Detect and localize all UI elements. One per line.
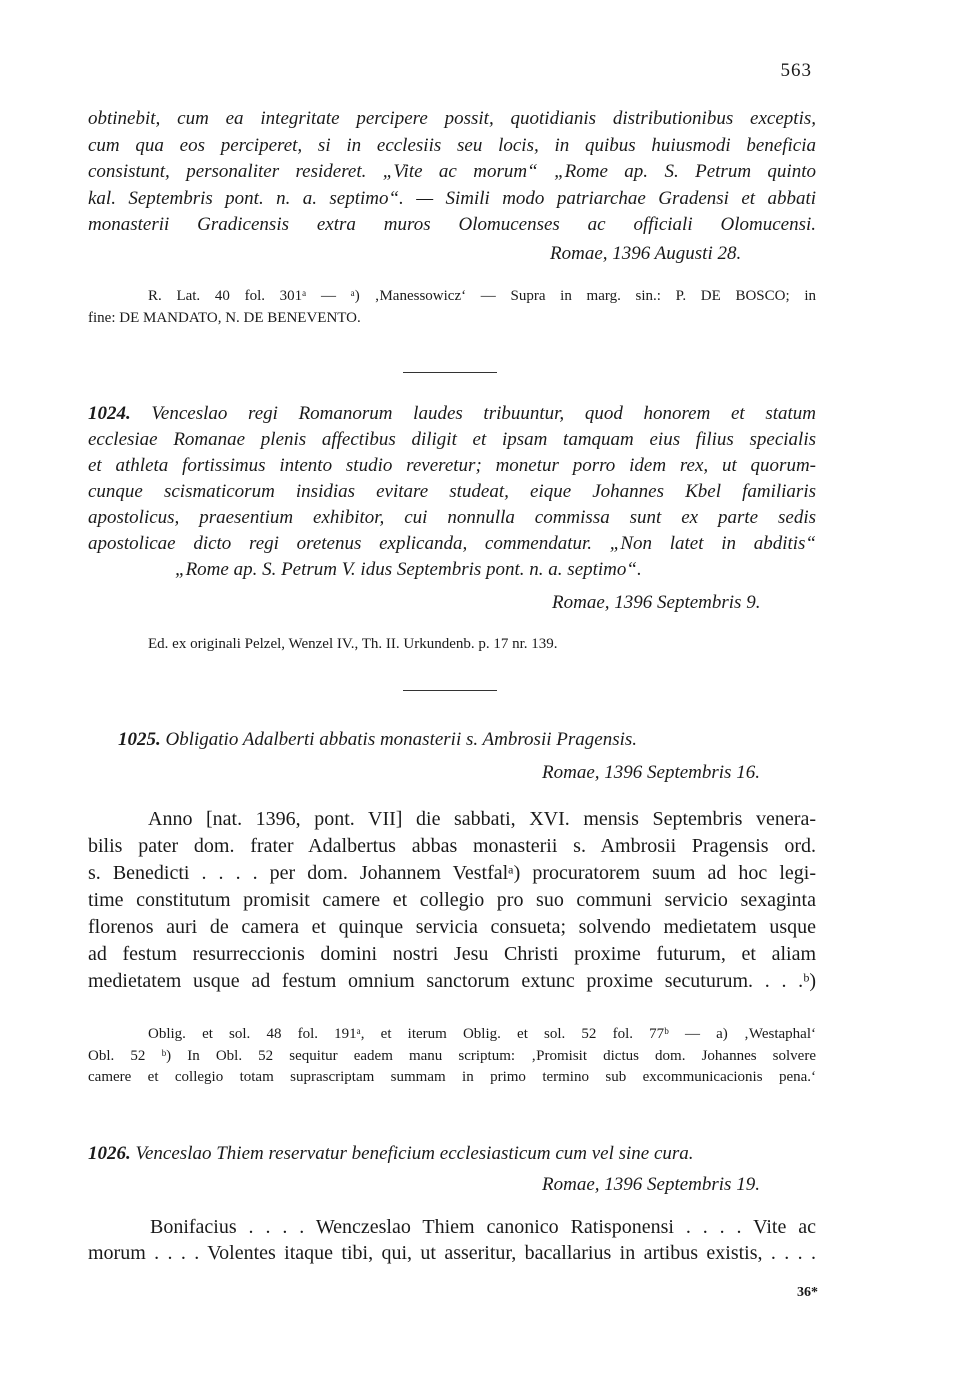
text-line: monasterii Gradicensis extra muros Olomucenses ac officiali Olomucensi. (88, 214, 816, 235)
text-line: consistunt, personaliter resideret. „Vite ac morum“ „Rome ap. S. Petrum quinto (88, 161, 816, 182)
text-line: Venceslao regi Romanorum laudes tribuuntur, quod honorem et statum (151, 403, 817, 424)
source-note: Oblig. et sol. 48 fol. 191ᵃ, et iterum Oblig. et sol. 52 fol. 77ᵇ — a) ‚Westaphal‘ (148, 1026, 816, 1042)
text-line: Anno [nat. 1396, pont. VII] die sabbati, XVI. mensis Septembris venera- (148, 808, 816, 830)
text-line: kal. Septembris pont. n. a. septimo“. — Simili modo patriarchae Gradensi et abbati (88, 188, 816, 209)
entry-heading-line (88, 1143, 694, 1165)
date-line: Romae, 1396 Septembris 9. (552, 592, 761, 613)
text-line: cunque scismaticorum insidias evitare studeat, eique Johannes Kbel familiaris (88, 481, 816, 502)
section-divider (403, 690, 497, 691)
source-note: Obl. 52 ᵇ) In Obl. 52 sequitur eadem manu scriptum: ‚Promisit dictus dom. Johannes solvere (88, 1048, 816, 1064)
text-line: s. Benedicti . . . . per dom. Johannem Vestfalᵃ) procuratorem suum ad hoc legi- (88, 862, 816, 884)
text-line: „Rome ap. S. Petrum V. idus Septembris pont. n. a. septimo“. (175, 559, 642, 580)
text-line: apostolicae dicto regi oretenus explicanda, commendatur. „Non latet in abditis“ (88, 533, 816, 554)
text-line: morum . . . . Volentes itaque tibi, qui, ut asseritur, bacallarius in artibus existis, . . . . (88, 1242, 816, 1264)
entry-number: 1025. (118, 729, 161, 750)
text-line: ad festum resurreccionis domini nostri Jesu Christi proxime futurum, et aliam (88, 943, 816, 965)
source-note: fine: DE MANDATO, N. DE BENEVENTO. (88, 310, 361, 326)
text-line: Bonifacius . . . . Wenczeslao Thiem canonico Ratisponensi . . . . Vite ac (150, 1216, 816, 1238)
page-number: 563 (780, 60, 812, 81)
source-note: camere et collegio totam suprascriptam summam in primo termino sub excommunicacionis pena.‘ (88, 1069, 816, 1085)
date-line: Romae, 1396 Septembris 19. (542, 1174, 760, 1195)
entry-number: 1024. (88, 403, 131, 424)
text-line: obtinebit, cum ea integritate percipere possit, quotidianis distributionibus exceptis, (88, 108, 816, 129)
date-line: Romae, 1396 Augusti 28. (550, 243, 742, 264)
text-line: ecclesiae Romanae plenis affectibus diligit et ipsam tamquam eius filius specialis (88, 429, 816, 450)
text-line: et athleta fortissimus intento studio reveretur; monetur porro idem rex, ut quorum- (88, 455, 816, 476)
text-line: bilis pater dom. frater Adalbertus abbas monasterii s. Ambrosii Pragensis ord. (88, 835, 816, 857)
section-divider (403, 372, 497, 373)
source-note: Ed. ex originali Pelzel, Wenzel IV., Th. II. Urkundenb. p. 17 nr. 139. (148, 636, 558, 652)
entry-title: Venceslao Thiem reservatur beneficium ecclesiasticum cum vel sine cura. (135, 1143, 694, 1164)
text-line: florenos auri de camera et quinque servicia consueta; solvendo medietatem usque (88, 916, 816, 938)
text-line: apostolicus, praesentium exhibitor, cui nonnulla commissa sunt ex parte sedis (88, 507, 816, 528)
entry-heading-line (88, 403, 816, 425)
date-line: Romae, 1396 Septembris 16. (542, 762, 760, 783)
text-line: medietatem usque ad festum omnium sanctorum extunc proxime secuturum. . . .ᵇ) (88, 970, 816, 992)
source-note: R. Lat. 40 fol. 301ᵃ — ᵃ) ‚Manessowicz‘ — Supra in marg. sin.: P. DE BOSCO; in (148, 288, 816, 304)
entry-heading-line (118, 729, 637, 751)
text-line: cum qua eos perciperet, si in ecclesiis seu locis, in quibus huiusmodi beneficia (88, 135, 816, 156)
signature-mark: 36* (797, 1285, 818, 1300)
text-line: time constitutum promisit camere et collegio pro suo communi servicio sexaginta (88, 889, 816, 911)
entry-title: Obligatio Adalberti abbatis monasterii s. Ambrosii Pragensis. (165, 729, 638, 750)
entry-number: 1026. (88, 1143, 131, 1164)
